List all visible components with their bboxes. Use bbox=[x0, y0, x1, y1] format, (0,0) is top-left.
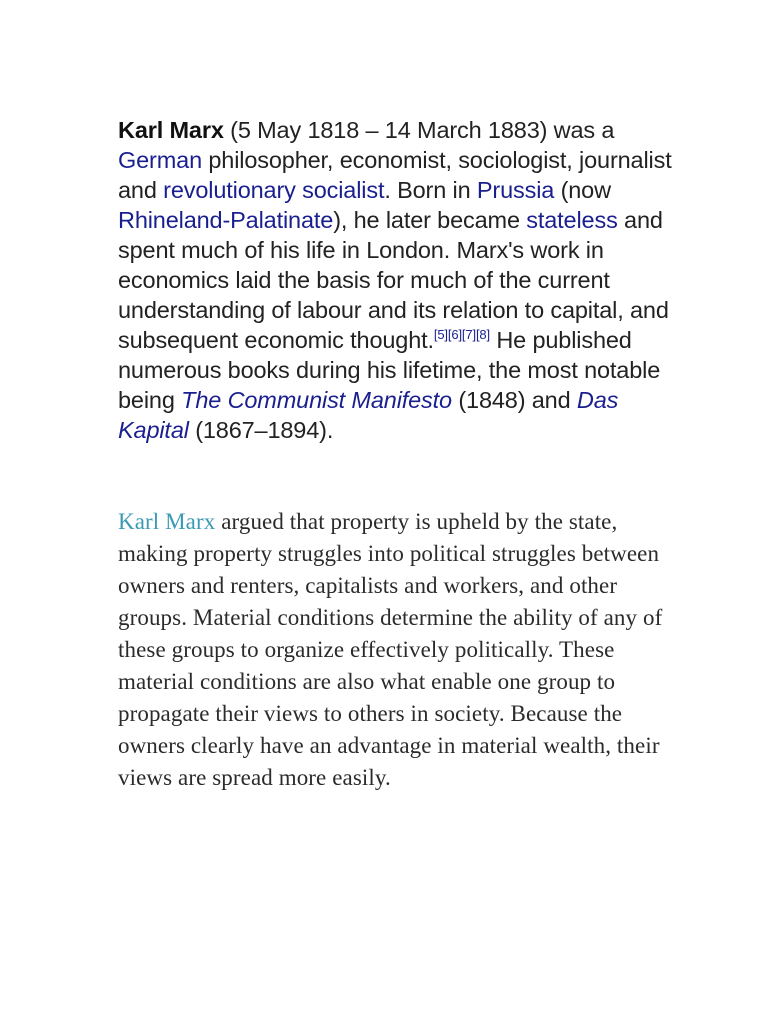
link-prussia[interactable]: Prussia bbox=[476, 176, 555, 203]
footnote-ref-7[interactable]: [7] bbox=[461, 326, 476, 342]
link-stateless[interactable]: stateless bbox=[526, 206, 618, 233]
property-text: argued that property is upheld by the state, making property struggles into political struggles between owners and renters, capitalists and workers, and other groups. Material conditions determine the ability of any of these groups to organize effectively politically. These material conditions are also what enable one group to propagate their views to others in society. Because the owners clearly have an advantage in material wealth, their views are spread more easily. bbox=[118, 509, 663, 790]
link-revolutionary-socialist[interactable]: revolutionary socialist bbox=[163, 176, 385, 203]
intro-text-5: ), he later became bbox=[333, 206, 527, 233]
property-paragraph bbox=[118, 506, 678, 794]
intro-text-3: . Born in bbox=[384, 176, 477, 203]
intro-text-2: philosopher, economist, sociologist, journalist and bbox=[118, 146, 672, 203]
footnote-refs bbox=[434, 327, 490, 342]
footnote-ref-6[interactable]: [6] bbox=[447, 326, 462, 342]
intro-text-9: (1867–1894). bbox=[188, 416, 334, 443]
link-communist-manifesto[interactable]: The Communist Manifesto bbox=[181, 386, 452, 413]
intro-text-7: He published numerous books during his lifetime, the most notable being bbox=[118, 326, 661, 413]
intro-text-4: (now bbox=[554, 176, 611, 203]
link-karl-marx[interactable]: Karl Marx bbox=[118, 509, 216, 534]
link-rhineland-palatinate[interactable]: Rhineland-Palatinate bbox=[118, 206, 334, 233]
subject-name: Karl Marx bbox=[118, 116, 224, 143]
intro-text-1: (5 May 1818 – 14 March 1883) was a bbox=[223, 116, 615, 143]
footnote-ref-8[interactable]: [8] bbox=[475, 326, 490, 342]
intro-text-6: and spent much of his life in London. Marx's work in economics laid the basis for much of the current understanding of labour and its relation to capital, and subsequent economic thought. bbox=[118, 206, 669, 353]
intro-paragraph bbox=[118, 115, 678, 445]
link-german[interactable]: German bbox=[118, 146, 202, 173]
intro-text-8: (1848) and bbox=[451, 386, 577, 413]
footnote-ref-5[interactable]: [5] bbox=[433, 326, 448, 342]
link-das-kapital[interactable]: Das Kapital bbox=[118, 386, 619, 443]
